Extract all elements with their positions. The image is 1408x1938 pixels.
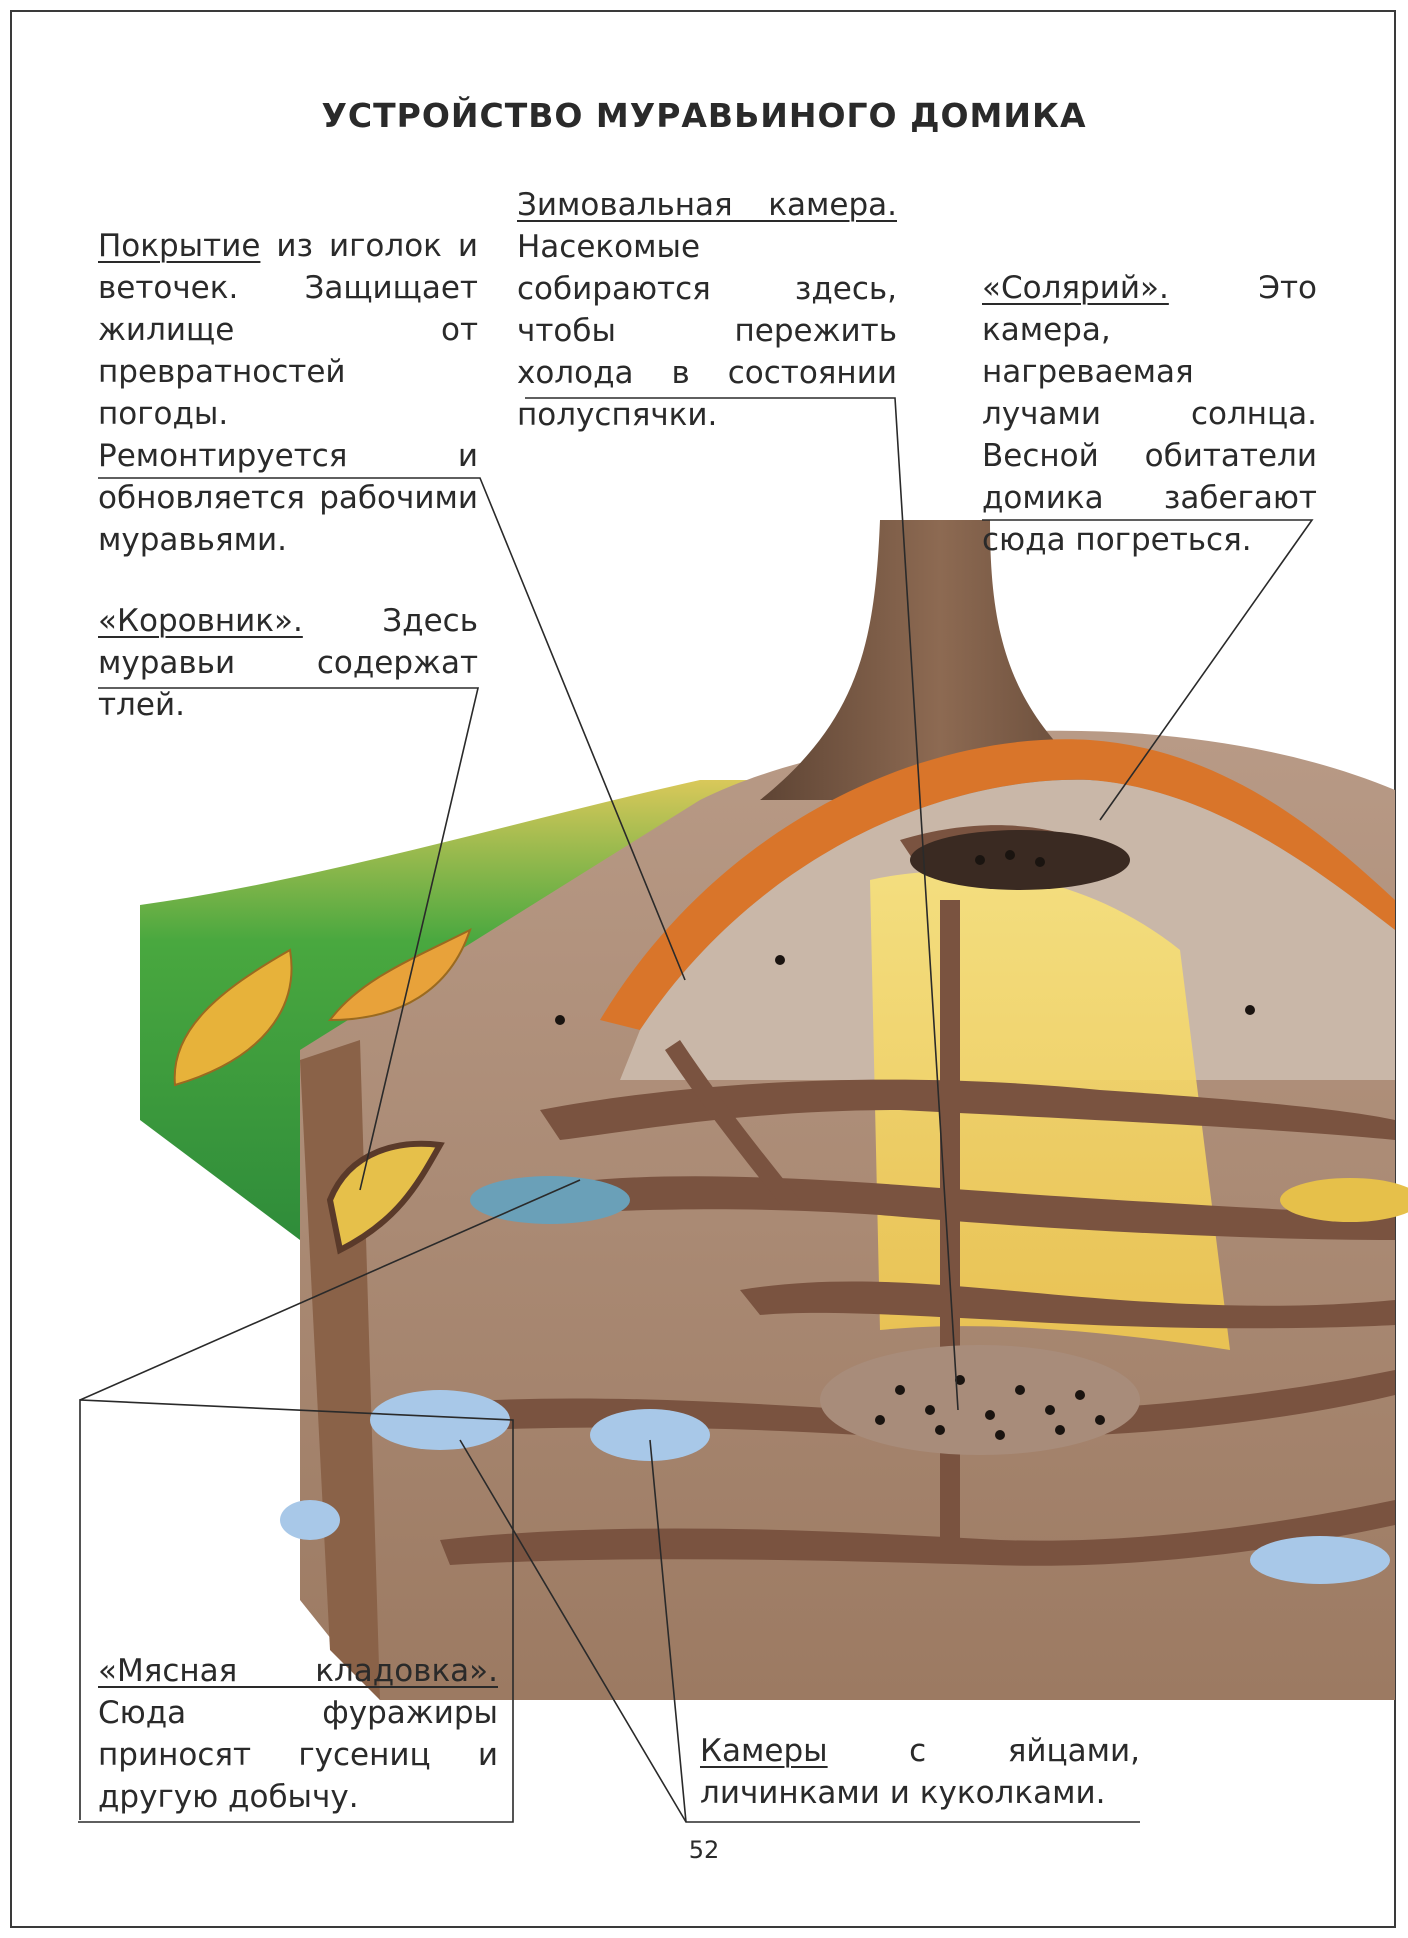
brood-chamber-1: [590, 1409, 710, 1461]
note-solarium-term: «Солярий».: [982, 270, 1169, 306]
page-number: 52: [688, 1836, 720, 1864]
note-chambers-term: Камеры: [700, 1733, 828, 1769]
note-covering-term: Покрытие: [98, 228, 261, 264]
note-pantry: [98, 1650, 498, 1818]
brood-chamber-2: [1250, 1536, 1390, 1584]
note-pantry-text: Сюда фуражиры приносят гусениц и другую добычу.: [98, 1695, 498, 1815]
brood-chamber-3: [280, 1500, 340, 1540]
note-chambers-text: с яйцами, личинками и куколками.: [700, 1733, 1140, 1811]
page-title: УСТРОЙСТВО МУРАВЬИНОГО ДОМИКА: [321, 96, 1087, 135]
barn-chamber-aphids: [470, 1176, 630, 1224]
note-winter-text: Насекомые собираются здесь, чтобы пережить холода в состоянии полуспячки.: [517, 229, 897, 433]
note-pantry-term: «Мясная кладовка».: [98, 1653, 498, 1689]
note-barn-text: Здесь муравьи содержат тлей.: [98, 603, 478, 723]
note-chambers: [700, 1730, 1140, 1814]
note-winter: [517, 184, 897, 436]
pantry-chamber: [370, 1390, 510, 1450]
note-solarium-text: Это камера, нагреваемая лучами солнца. Весной обитатели домика забегают сюда погреться.: [982, 270, 1317, 558]
note-barn: [98, 600, 478, 726]
note-solarium: [982, 267, 1317, 561]
note-barn-term: «Коровник».: [98, 603, 303, 639]
note-winter-term: Зимовальная камера.: [517, 187, 897, 223]
note-covering-text: из иголок и веточек. Защищает жилище от превратностей погоды. Ремонтируется и обновляется рабочими муравьями.: [98, 228, 478, 558]
winter-chamber: [820, 1345, 1140, 1455]
solarium-chamber: [910, 830, 1130, 890]
note-covering: [98, 225, 478, 561]
